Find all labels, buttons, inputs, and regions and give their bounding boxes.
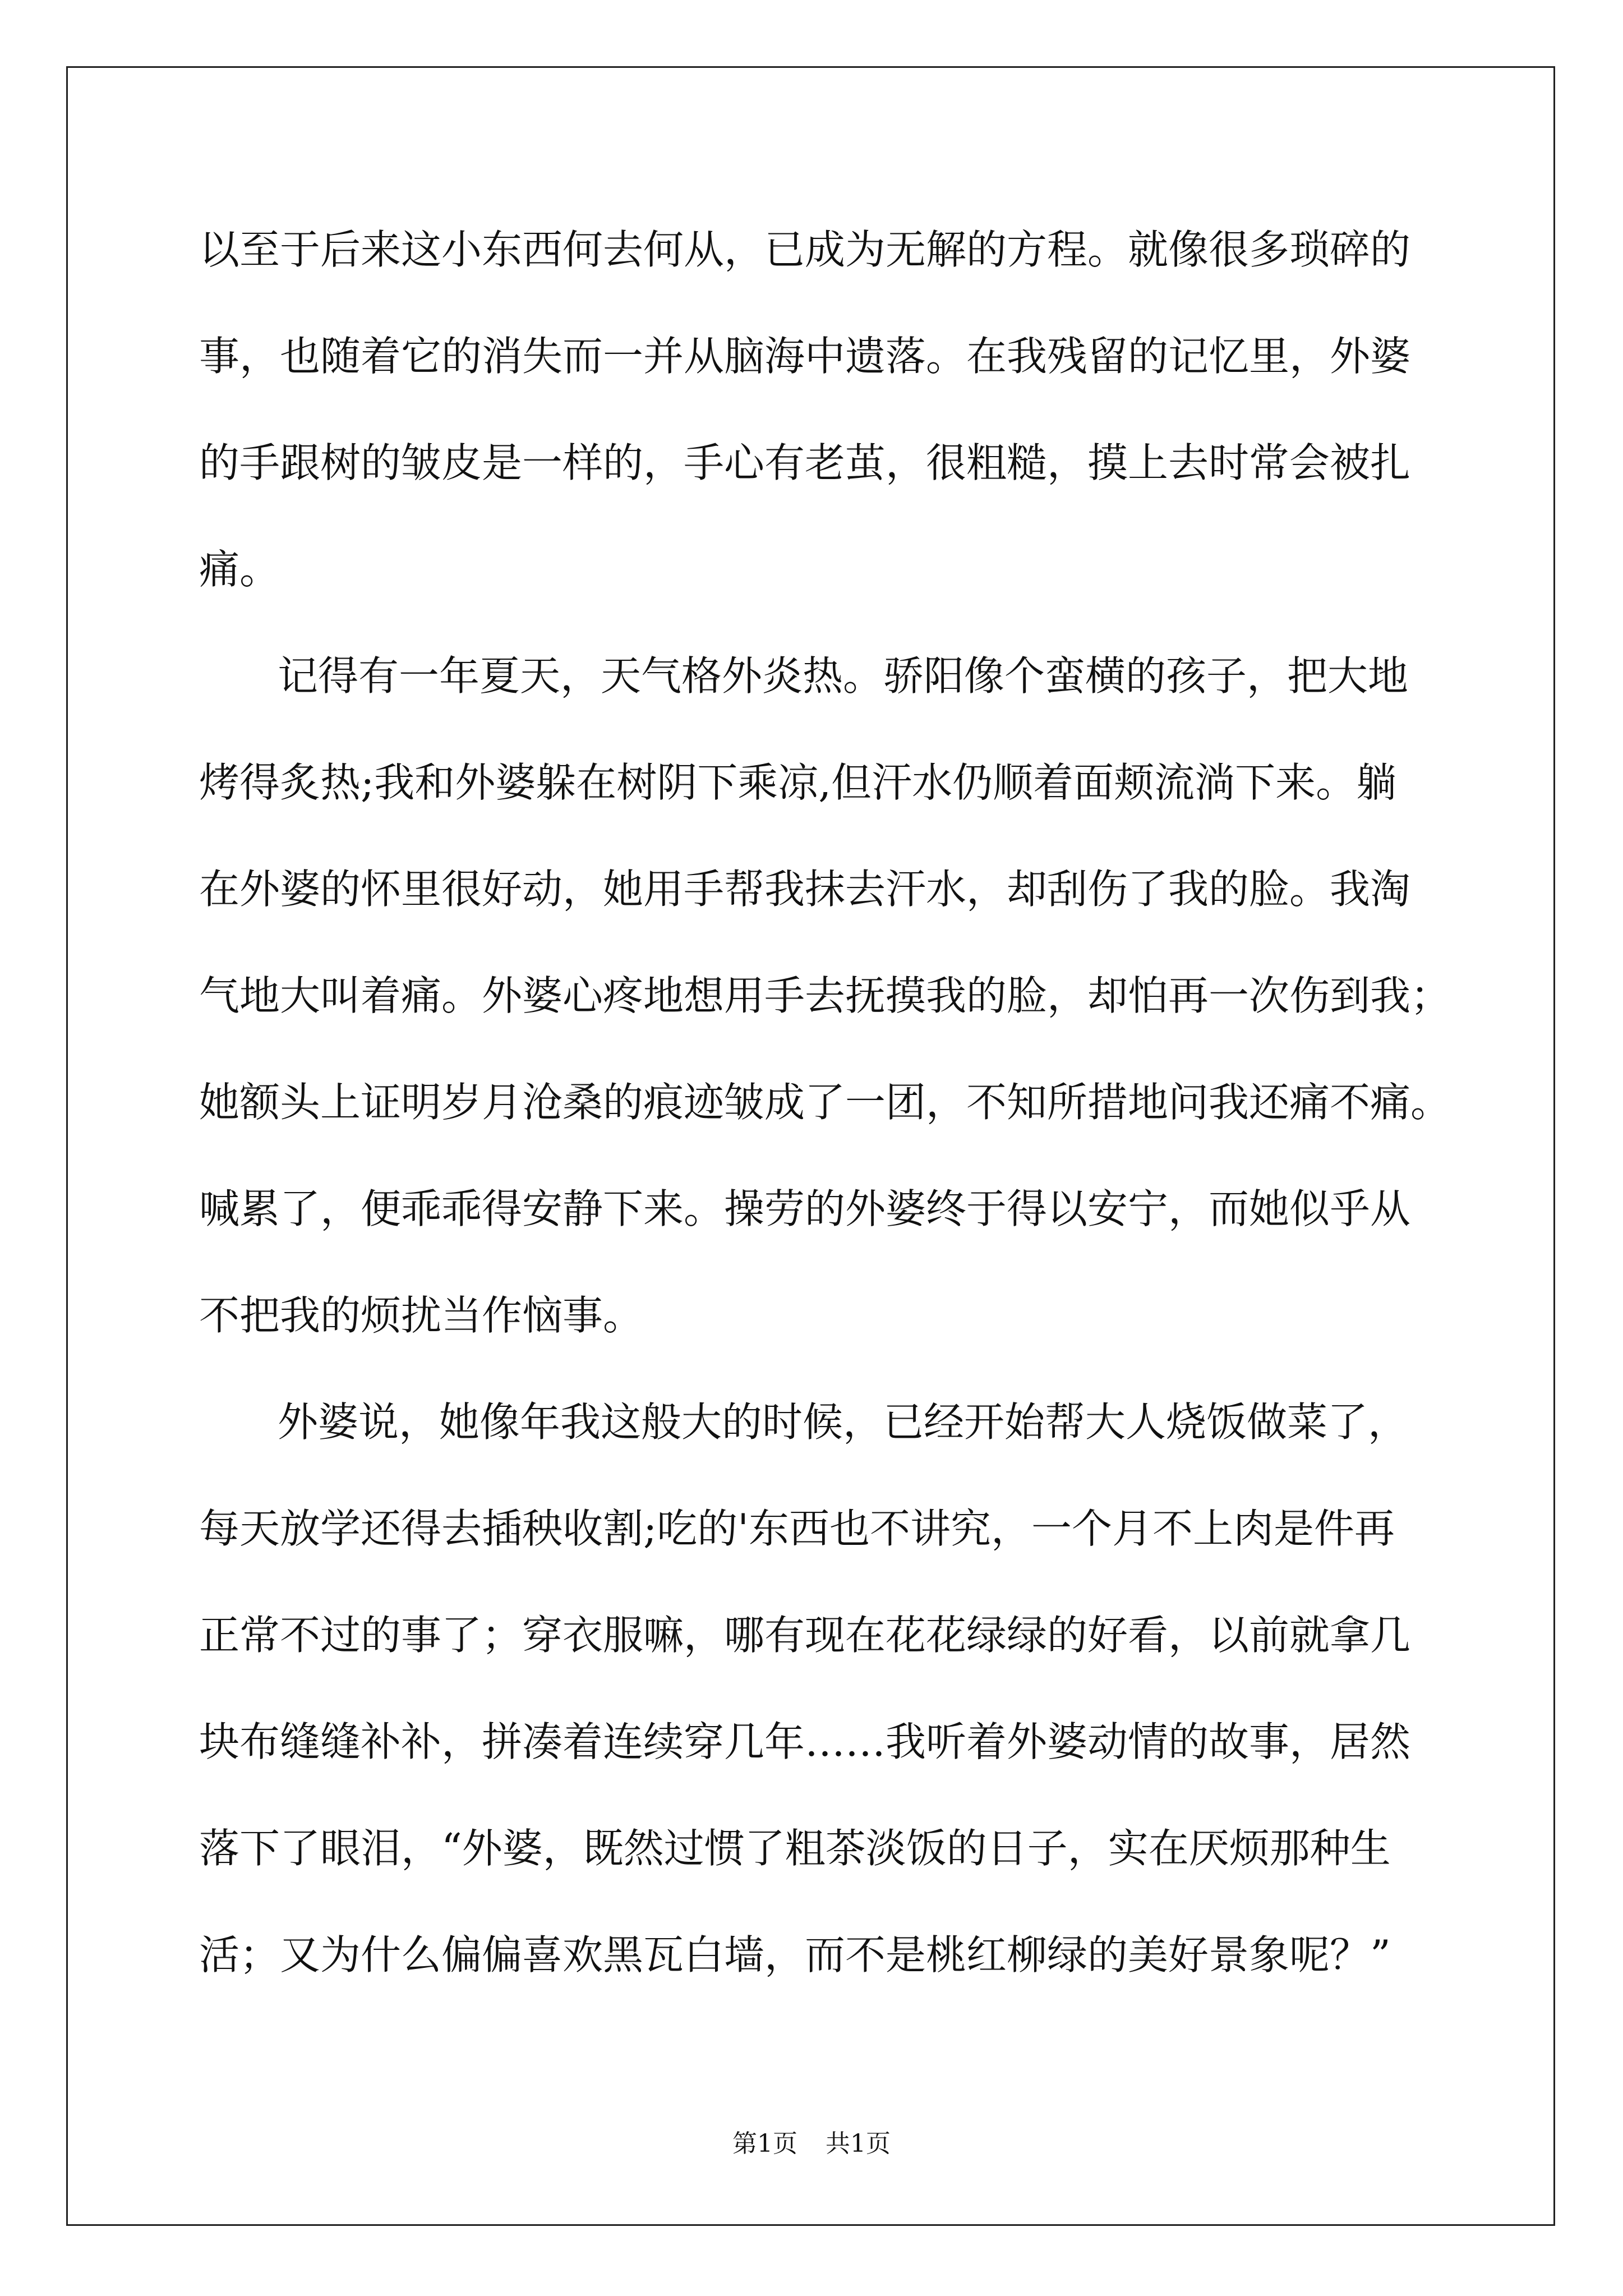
text-line-13: 每天放学还得去插秧收割;吃的'东西也不讲究，一个月不上肉是件再 bbox=[199, 1505, 1395, 1552]
text-line-12: 外婆说，她像年我这般大的时候，已经开始帮大人烧饭做菜了， bbox=[278, 1398, 1409, 1446]
text-line-4: 痛。 bbox=[199, 546, 280, 593]
page-current: 第1页 bbox=[732, 2129, 797, 2158]
page-total: 共1页 bbox=[826, 2129, 891, 2158]
page-footer bbox=[0, 2127, 1623, 2161]
text-line-1: 以至于后来这小东西何去何从，已成为无解的方程。就像很多琐碎的 bbox=[199, 226, 1411, 273]
text-line-15: 块布缝缝补补，拼凑着连续穿几年……我听着外婆动情的故事，居然 bbox=[199, 1718, 1411, 1765]
text-line-17: 活；又为什么偏偏喜欢黑瓦白墙，而不是桃红柳绿的美好景象呢？” bbox=[199, 1931, 1391, 1978]
text-line-5: 记得有一年夏天，天气格外炎热。骄阳像个蛮横的孩子，把大地 bbox=[278, 652, 1409, 700]
text-line-8: 气地大叫着痛。外婆心疼地想用手去抚摸我的脸，却怕再一次伤到我； bbox=[199, 972, 1451, 1019]
text-line-2: 事，也随着它的消失而一并从脑海中遗落。在我残留的记忆里，外婆 bbox=[199, 333, 1411, 380]
text-line-9: 她额头上证明岁月沧桑的痕迹皱成了一团，不知所措地问我还痛不痛。 bbox=[199, 1079, 1451, 1126]
text-line-3: 的手跟树的皱皮是一样的，手心有老茧，很粗糙，摸上去时常会被扎 bbox=[199, 439, 1411, 486]
text-line-7: 在外婆的怀里很好动，她用手帮我抹去汗水，却刮伤了我的脸。我淘 bbox=[199, 866, 1411, 913]
text-line-16: 落下了眼泪，“外婆，既然过惯了粗茶淡饭的日子，实在厌烦那种生 bbox=[199, 1825, 1391, 1872]
text-line-14: 正常不过的事了；穿衣服嘛，哪有现在花花绿绿的好看，以前就拿几 bbox=[199, 1612, 1411, 1659]
text-line-11: 不把我的烦扰当作恼事。 bbox=[199, 1292, 644, 1339]
text-line-10: 喊累了，便乖乖得安静下来。操劳的外婆终于得以安宁，而她似乎从 bbox=[199, 1185, 1411, 1232]
document-body bbox=[199, 213, 1451, 2025]
text-line-6: 烤得炙热;我和外婆躲在树阴下乘凉,但汗水仍顺着面颊流淌下来。躺 bbox=[199, 759, 1397, 806]
